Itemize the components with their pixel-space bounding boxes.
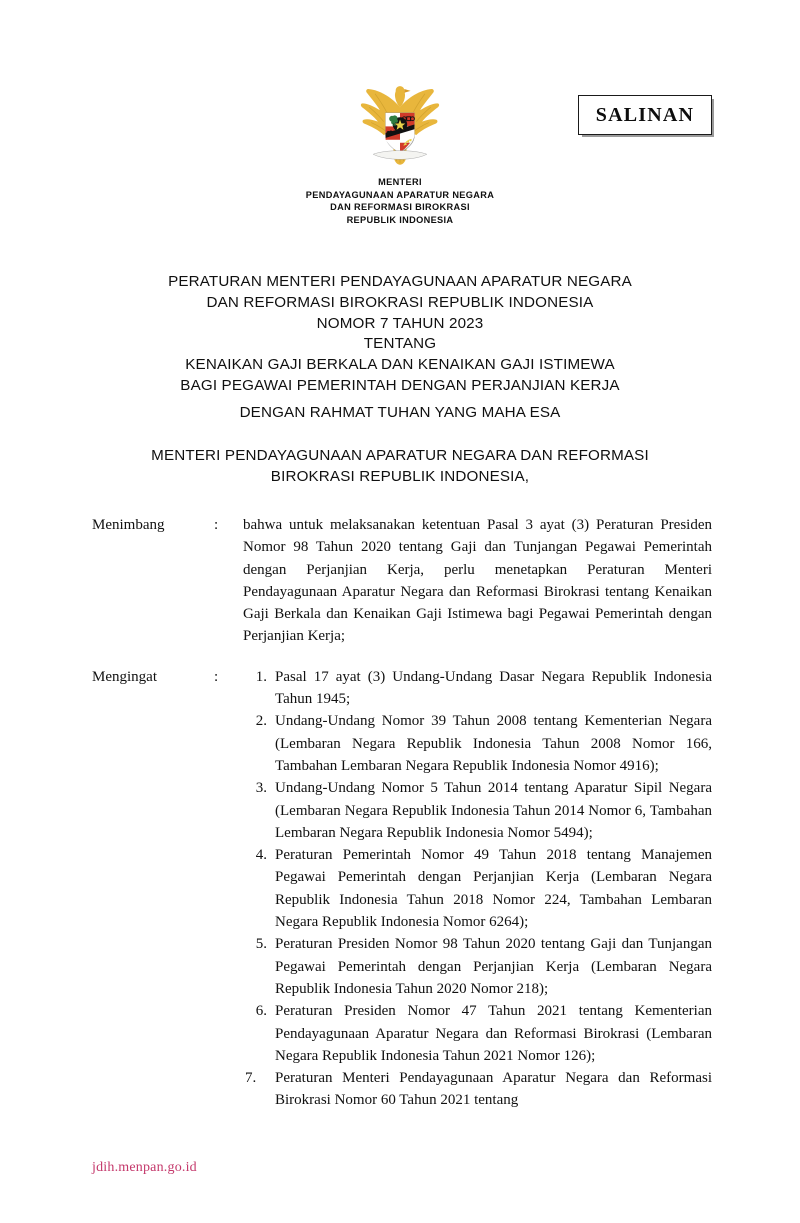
garuda-pancasila-emblem <box>352 78 448 170</box>
footer-watermark-url: jdih.menpan.go.id <box>92 1160 197 1175</box>
title-number: NOMOR 7 TAHUN 2023 <box>316 314 484 332</box>
list-item: Peraturan Menteri Pendayagunaan Aparatur Negara dan Reformasi Birokrasi Nomor 60 Tahun 2021 tentang <box>275 1070 712 1109</box>
title-line-1: PERATURAN MENTERI PENDAYAGUNAAN APARATUR NEGARA <box>168 273 632 290</box>
menimbang-label: Menimbang <box>92 517 165 533</box>
list-item: Undang-Undang Nomor 39 Tahun 2008 tentang Kementerian Negara (Lembaran Negara Republik Indonesia Tahun 2008 Nomor 166, Tambahan Lembaran Negara Republik Indonesia Nomor 4916); <box>275 713 712 774</box>
letterhead-line-3: DAN REFORMASI BIROKRASI <box>330 202 470 213</box>
authority-line-1: MENTERI PENDAYAGUNAAN APARATUR NEGARA DAN REFORMASI <box>151 446 649 464</box>
list-item: Peraturan Presiden Nomor 98 Tahun 2020 tentang Gaji dan Tunjangan Pegawai Pemerintah dengan Perjanjian Kerja (Lembaran Negara Republik Indonesia Tahun 2020 Nomor 218); <box>275 936 712 997</box>
title-line-2: DAN REFORMASI BIROKRASI REPUBLIK INDONESIA <box>206 293 594 311</box>
emblem-container <box>0 78 800 175</box>
clause-menimbang <box>92 514 712 648</box>
menimbang-body <box>243 514 712 648</box>
title-tentang: TENTANG <box>363 335 437 353</box>
salinan-stamp-label: SALINAN <box>595 103 695 126</box>
invocation-line: DENGAN RAHMAT TUHAN YANG MAHA ESA <box>239 404 561 421</box>
document-header <box>0 78 800 238</box>
menimbang-colon: : <box>214 517 219 533</box>
document-title <box>0 272 800 397</box>
letterhead-line-1: MENTERI <box>378 177 422 187</box>
letterhead-lines <box>0 176 800 226</box>
title-subject-line-1: KENAIKAN GAJI BERKALA DAN KENAIKAN GAJI ISTIMEWA <box>185 356 615 374</box>
list-item: Pasal 17 ayat (3) Undang-Undang Dasar Negara Republik Indonesia Tahun 1945; <box>275 668 712 708</box>
mengingat-label: Mengingat <box>92 668 157 685</box>
mengingat-colon: : <box>214 668 219 685</box>
list-item: Peraturan Presiden Nomor 47 Tahun 2021 tentang Kementerian Pendayagunaan Aparatur Negara dan Reformasi Birokrasi (Lembaran Negara Republik Indonesia Tahun 2021 Nomor 126); <box>275 1003 712 1064</box>
title-subject-line-2: BAGI PEGAWAI PEMERINTAH DENGAN PERJANJIAN KERJA <box>180 376 620 394</box>
letterhead-line-4: REPUBLIK INDONESIA <box>346 214 454 225</box>
letterhead-line-2: PENDAYAGUNAAN APARATUR NEGARA <box>305 189 495 200</box>
mengingat-list <box>243 666 712 1112</box>
document-preamble <box>0 403 800 487</box>
clause-mengingat <box>92 666 712 1112</box>
list-item: Undang-Undang Nomor 5 Tahun 2014 tentang Aparatur Sipil Negara (Lembaran Negara Republik Indonesia Tahun 2014 Nomor 6, Tambahan Lembaran Negara Republik Indonesia Nomor 5494); <box>275 780 712 841</box>
list-item: Peraturan Pemerintah Nomor 49 Tahun 2018 tentang Manajemen Pegawai Pemerintah dengan Perjanjian Kerja (Lembaran Negara Republik Indonesia Tahun 2018 Nomor 224, Tambahan Lembaran Negara Republik Indonesia Nomor 6264); <box>275 847 712 931</box>
menimbang-text: bahwa untuk melaksanakan ketentuan Pasal 3 ayat (3) Peraturan Presiden Nomor 98 Tahun 2020 tentang Gaji dan Tunjangan Pegawai Pemerintah dengan Perjanjian Kerja, perlu menetapkan Peraturan Menteri Pendayagunaan Aparatur Negara dan Reformasi Birokrasi tentang Kenaikan Gaji Berkala dan Kenaikan Gaji Istimewa bagi Pegawai Pemerintah dengan Perjanjian Kerja; <box>243 517 712 645</box>
authority-line-2: BIROKRASI REPUBLIK INDONESIA, <box>270 467 530 485</box>
mengingat-body <box>243 666 712 1112</box>
clauses-section <box>92 514 712 1130</box>
